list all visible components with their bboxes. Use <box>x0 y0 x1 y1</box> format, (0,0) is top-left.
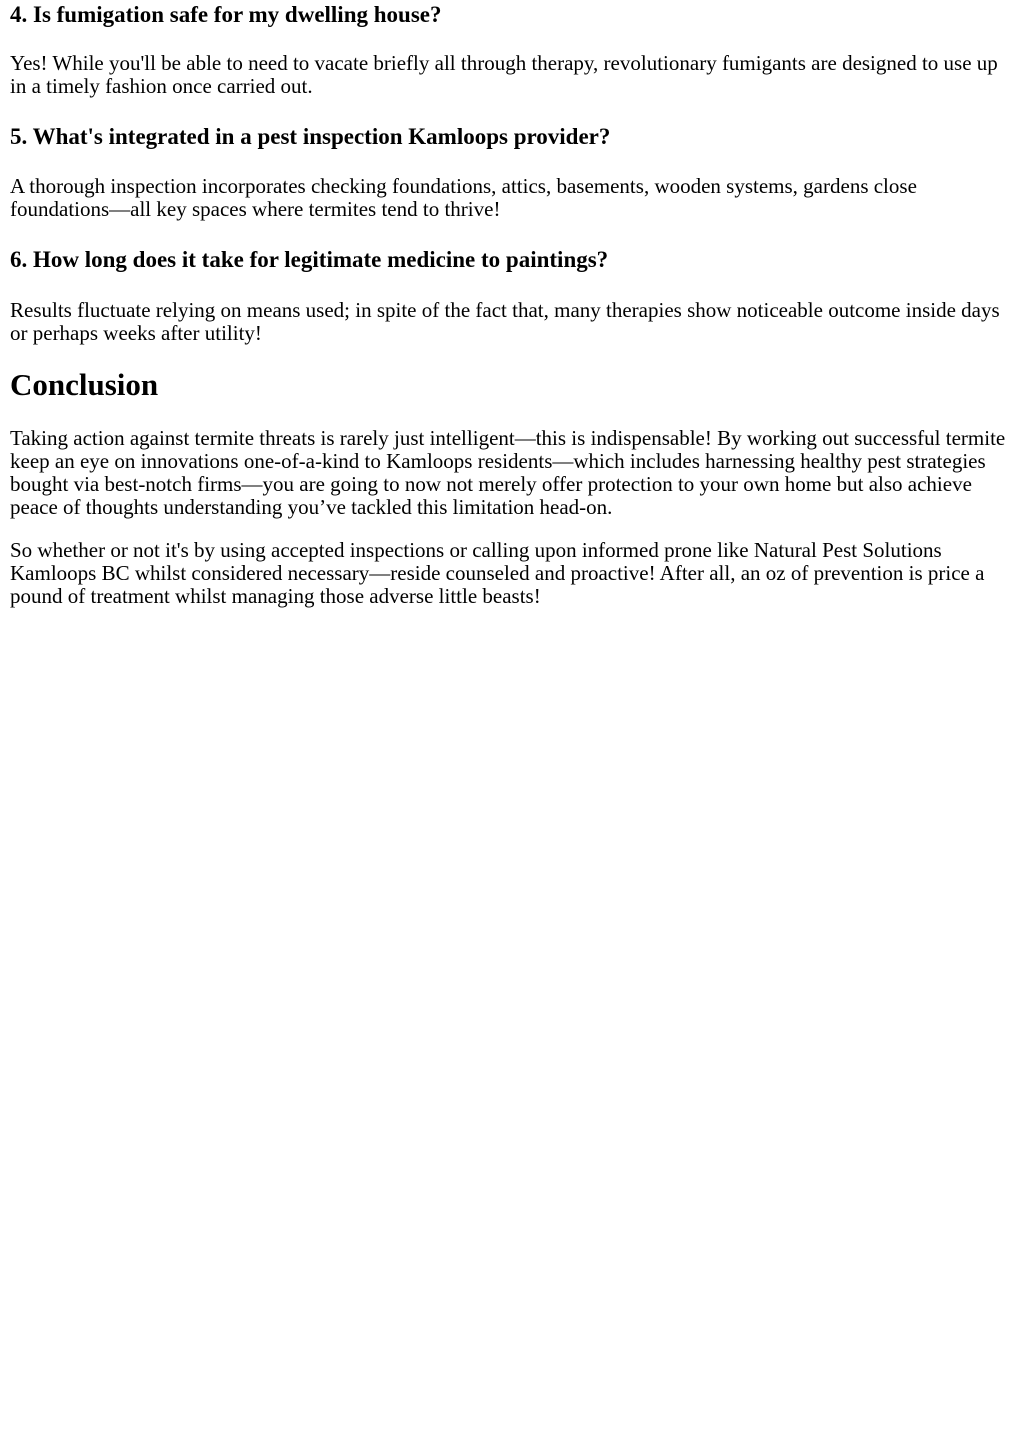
faq-answer-paragraph: Results fluctuate relying on means used; in spite of the fact that, many therapies show noticeable outcome inside days or perhaps weeks after utility! <box>10 298 1000 345</box>
conclusion-paragraph: So whether or not it's by using accepted inspections or calling upon informed prone like Natural Pest Solutions Kamloops BC whilst considered necessary—reside counseled and proactive! After all, an oz of prevention is price a pound of treatment whilst managing those adverse little beasts! <box>10 538 985 608</box>
faq-answer-paragraph: Yes! While you'll be able to need to vacate briefly all through therapy, revolutionary fumigants are designed to use up in a timely fashion once carried out. <box>10 51 998 98</box>
conclusion-paragraph: Taking action against termite threats is rarely just intelligent—this is indispensable! By working out successful termite keep an eye on innovations one-of-a-kind to Kamloops residents—which includes harnessing healthy pest strategies bought via best-notch firms—you are going to now not merely offer protection to your own home but also achieve peace of thoughts understanding you’ve tackled this limitation head-on. <box>10 426 1006 519</box>
faq-question-heading: 4. Is fumigation safe for my dwelling house? <box>10 2 442 27</box>
faq-question-heading: 5. What's integrated in a pest inspection Kamloops provider? <box>10 124 611 149</box>
faq-answer-paragraph: A thorough inspection incorporates checking foundations, attics, basements, wooden systems, gardens close foundations—all key spaces where termites tend to thrive! <box>10 174 917 221</box>
faq-question-heading: 6. How long does it take for legitimate medicine to paintings? <box>10 247 609 272</box>
conclusion-heading: Conclusion <box>10 367 159 402</box>
article-content <box>0 1 1024 608</box>
